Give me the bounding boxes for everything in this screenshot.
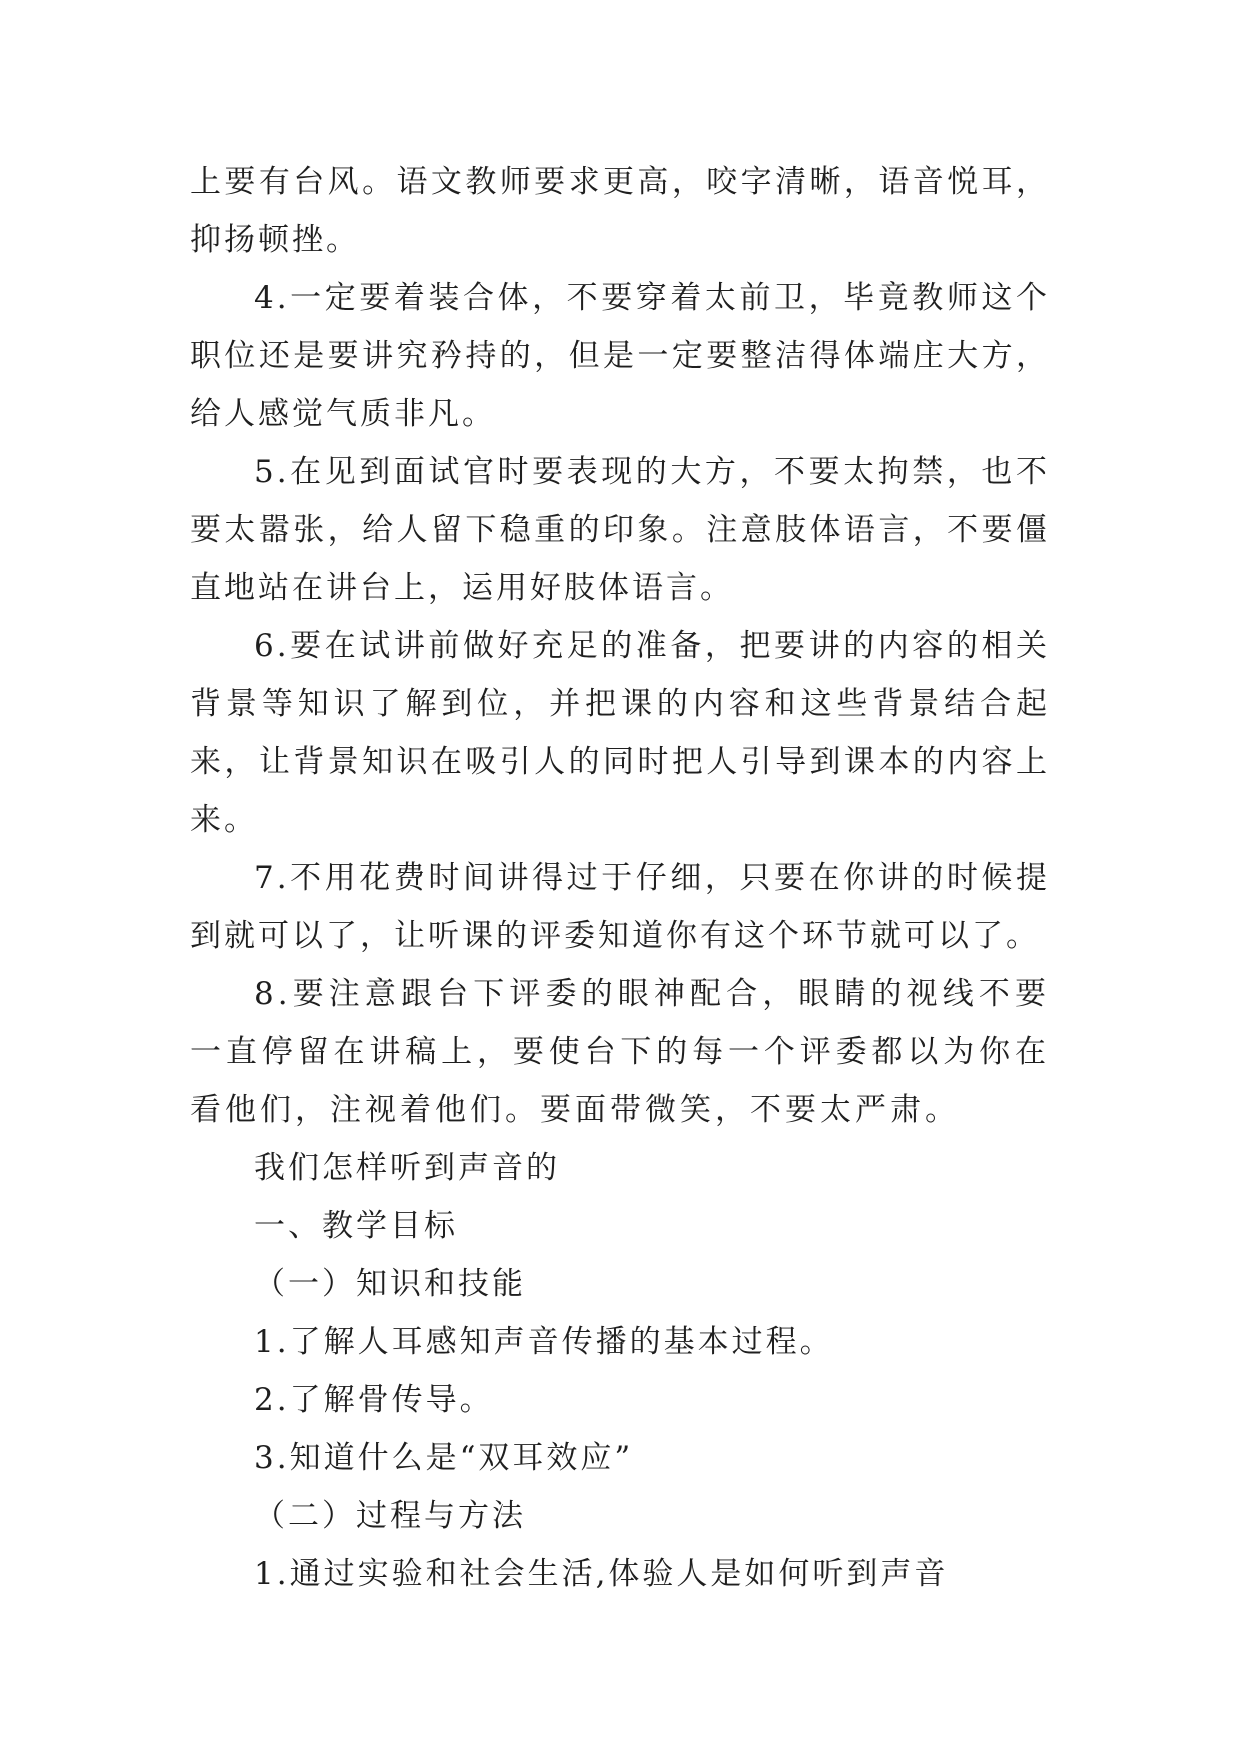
subheading-process-methods: （二）过程与方法 <box>254 1498 526 1534</box>
goal-item-2: 2.了解骨传导。 <box>254 1382 494 1418</box>
goal-item-1: 1.了解人耳感知声音传播的基本过程。 <box>254 1324 834 1360</box>
paragraph-stage-presence: 上要有台风。语文教师要求更高，咬字清晰，语音悦耳，抑扬顿挫。 <box>190 164 1050 258</box>
goal-item-3: 3.知道什么是“双耳效应” <box>254 1440 634 1476</box>
section-title: 我们怎样听到声音的 <box>254 1150 560 1186</box>
document-body <box>190 153 1050 1603</box>
paragraph-item-5-demeanor: 5.在见到面试官时要表现的大方，不要太拘禁，也不要太嚣张，给人留下稳重的印象。注意肢体语言，不要僵直地站在讲台上，运用好肢体语言。 <box>190 454 1050 606</box>
paragraph-item-4-attire: 4.一定要着装合体，不要穿着太前卫，毕竟教师这个职位还是要讲究矜持的，但是一定要整洁得体端庄大方，给人感觉气质非凡。 <box>190 280 1050 432</box>
subheading-knowledge-skills: （一）知识和技能 <box>254 1266 526 1302</box>
paragraph-item-6-preparation: 6.要在试讲前做好充足的准备，把要讲的内容的相关背景等知识了解到位，并把课的内容和这些背景结合起来，让背景知识在吸引人的同时把人引导到课本的内容上来。 <box>190 628 1050 838</box>
paragraph-item-8-eye-contact: 8.要注意跟台下评委的眼神配合，眼睛的视线不要一直停留在讲稿上，要使台下的每一个评委都以为你在看他们，注视着他们。要面带微笑，不要太严肃。 <box>190 976 1050 1128</box>
paragraph-item-7-detail: 7.不用花费时间讲得过于仔细，只要在你讲的时候提到就可以了，让听课的评委知道你有这个环节就可以了。 <box>190 860 1050 954</box>
method-item-1: 1.通过实验和社会生活,体验人是如何听到声音 <box>254 1556 949 1592</box>
heading-teaching-goals: 一、教学目标 <box>254 1208 458 1244</box>
